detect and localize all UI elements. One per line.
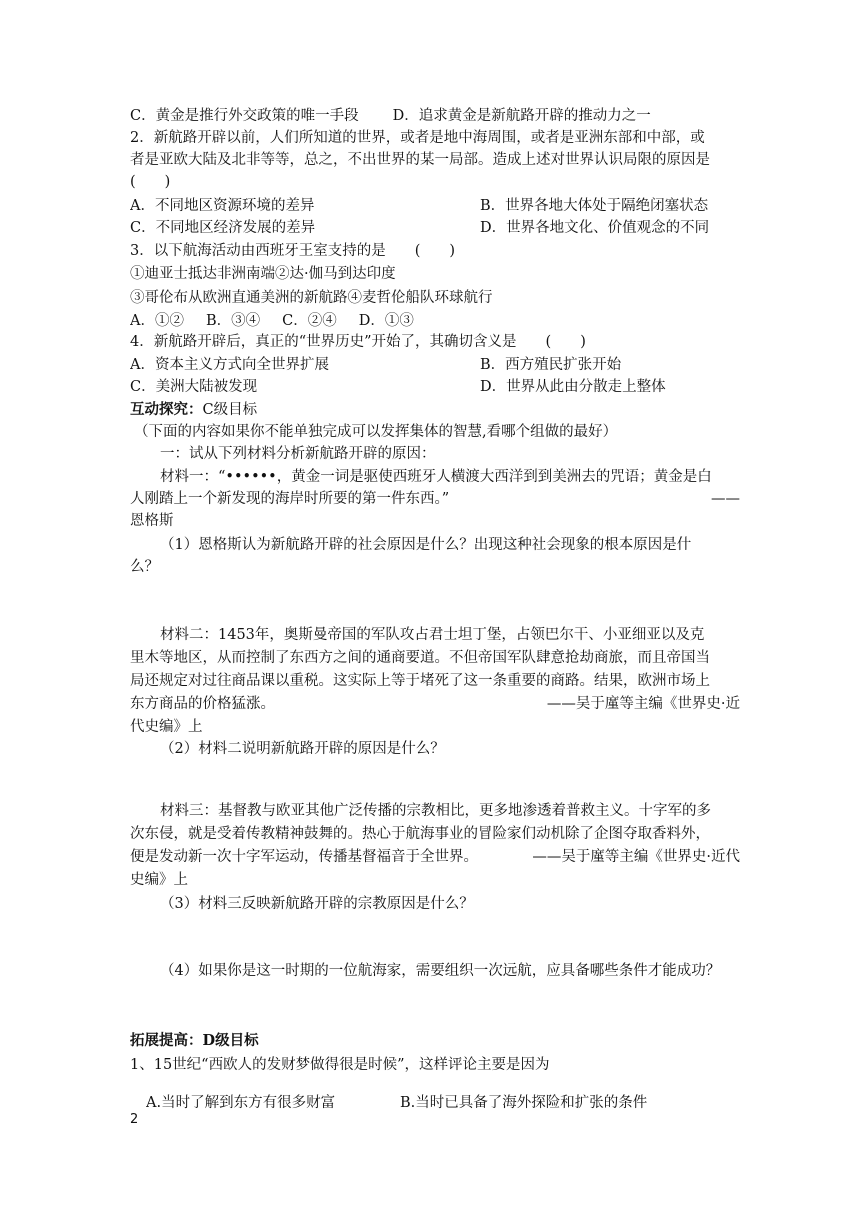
question-1-line1: （1）恩格斯认为新航路开辟的社会原因是什么？出现这种社会现象的根本原因是什 xyxy=(160,537,692,553)
q2-answer-blank: ( ) xyxy=(130,174,171,190)
question-1-line2: 么？ xyxy=(130,559,159,575)
q3-stem: 3．以下航海活动由西班牙王室支持的是 ( ) xyxy=(130,243,456,259)
q4-option-d: D．世界从此由分散走上整体 xyxy=(480,379,666,395)
q1-options-cd xyxy=(130,105,740,127)
q4-options-cd xyxy=(130,376,740,398)
material-3-line1: 材料三：基督教与欧亚其他广泛传播的宗教相比，更多地渗透着普救主义。十字军的多 xyxy=(160,803,711,819)
material-3-source: ——吴于廑等主编《世界史·近代 xyxy=(532,849,740,865)
q2-stem-line1: 2．新航路开辟以前，人们所知道的世界，或者是地中海周围，或者是亚洲东部和中部，或 xyxy=(130,130,705,146)
question-2: （2）材料二说明新航路开辟的原因是什么？ xyxy=(160,741,445,757)
q3-items-34: ③哥伦布从欧洲直通美洲的新航路④麦哲伦船队环球航行 xyxy=(130,290,493,306)
material-1-dash: —— xyxy=(711,491,740,507)
q3-option-b: B．③④ xyxy=(205,313,261,329)
extension-q1-option-a: A.当时了解到东方有很多财富 xyxy=(146,1095,336,1111)
q2-options-ab xyxy=(130,195,740,217)
material-1-quote-end: 人刚踏上一个新发现的海岸时所要的第一件东西。” xyxy=(130,491,450,507)
q3-items-12: ①迪亚士抵达非洲南端②达·伽马到达印度 xyxy=(130,266,396,282)
q4-option-c: C．美洲大陆被发现 xyxy=(130,379,258,395)
material-3-line2: 次东侵，就是受着传教精神鼓舞的。热心于航海事业的冒险家们动机除了企图夺取香料外， xyxy=(130,826,710,842)
question-4: （4）如果你是这一时期的一位航海家，需要组织一次远航，应具备哪些条件才能成功？ xyxy=(160,963,721,979)
q1-option-d: D．追求黄金是新航路开辟的推动力之一 xyxy=(392,108,651,124)
q1-option-c: C．黄金是推行外交政策的唯一手段 xyxy=(130,108,359,124)
interactive-level: C级目标 xyxy=(202,402,258,418)
material-2-line2: 里木等地区，从而控制了东西方之间的通商要道。不但帝国军队肆意抢劫商旅，而且帝国当 xyxy=(130,650,710,666)
q3-option-a: A．①② xyxy=(130,313,184,329)
extension-q1-options xyxy=(146,1092,756,1114)
material-3-text-end: 便是发动新一次十字军运动，传播基督福音于全世界。 xyxy=(130,849,478,865)
extension-heading: 拓展提高：D级目标 xyxy=(130,1032,259,1049)
material-1-line1: 材料一：“••••••，黄金一词是驱使西班牙人横渡大西洋到到美洲去的咒语；黄金是白 xyxy=(160,469,712,485)
q3-options xyxy=(130,310,740,332)
material-2-source: ——吴于廑等主编《世界史·近 xyxy=(546,696,740,712)
question-3: （3）材料三反映新航路开辟的宗教原因是什么？ xyxy=(160,896,474,912)
q2-stem-line2: 者是亚欧大陆及北非等等，总之，不出世界的某一局部。造成上述对世界认识局限的原因是 xyxy=(130,152,710,168)
extension-q1-option-b: B.当时已具备了海外探险和扩张的条件 xyxy=(400,1095,648,1111)
material-2-line1: 材料二：1453年，奥斯曼帝国的军队攻占君士坦丁堡，占领巴尔干、小亚细亚以及克 xyxy=(160,627,705,643)
material-2-line3: 局还规定对过往商品课以重税。这实际上等于堵死了这一条重要的商路。结果，欧洲市场上 xyxy=(130,673,710,689)
q4-options-ab xyxy=(130,354,740,376)
q4-stem: 4．新航路开辟后，真正的“世界历史”开始了，其确切含义是 ( ) xyxy=(130,334,586,350)
q2-option-d: D．世界各地文化、价值观念的不同 xyxy=(480,220,710,236)
material-3-line3 xyxy=(130,846,740,868)
interactive-heading-line xyxy=(130,399,740,421)
q2-options-cd xyxy=(130,217,740,239)
material-2-source-cont: 代史编》上 xyxy=(130,719,203,735)
extension-q1-stem: 1、15世纪“西欧人的发财梦做得很是时候”，这样评论主要是因为 xyxy=(130,1057,550,1073)
q3-option-d: D．①③ xyxy=(358,313,414,329)
page-number: 2 xyxy=(130,1112,139,1127)
interactive-note: （下面的内容如果你不能单独完成可以发挥集体的智慧,看哪个组做的最好） xyxy=(134,424,618,440)
interactive-heading: 互动探究： xyxy=(130,401,203,418)
q2-option-c: C．不同地区经济发展的差异 xyxy=(130,220,316,236)
q2-option-b: B．世界各地大体处于隔绝闭塞状态 xyxy=(480,198,709,214)
q3-option-c: C．②④ xyxy=(282,313,337,329)
material-1-source: 恩格斯 xyxy=(130,513,174,529)
interactive-task: 一：试从下列材料分析新航路开辟的原因： xyxy=(160,446,436,462)
q2-option-a: A．不同地区资源环境的差异 xyxy=(130,198,315,214)
material-2-line4 xyxy=(130,693,740,715)
material-2-text-end: 东方商品的价格猛涨。 xyxy=(130,696,275,712)
q4-option-b: B．西方殖民扩张开始 xyxy=(480,357,622,373)
material-1-line2 xyxy=(130,488,740,510)
q4-option-a: A．资本主义方式向全世界扩展 xyxy=(130,357,329,373)
material-3-source-cont: 史编》上 xyxy=(130,872,188,888)
